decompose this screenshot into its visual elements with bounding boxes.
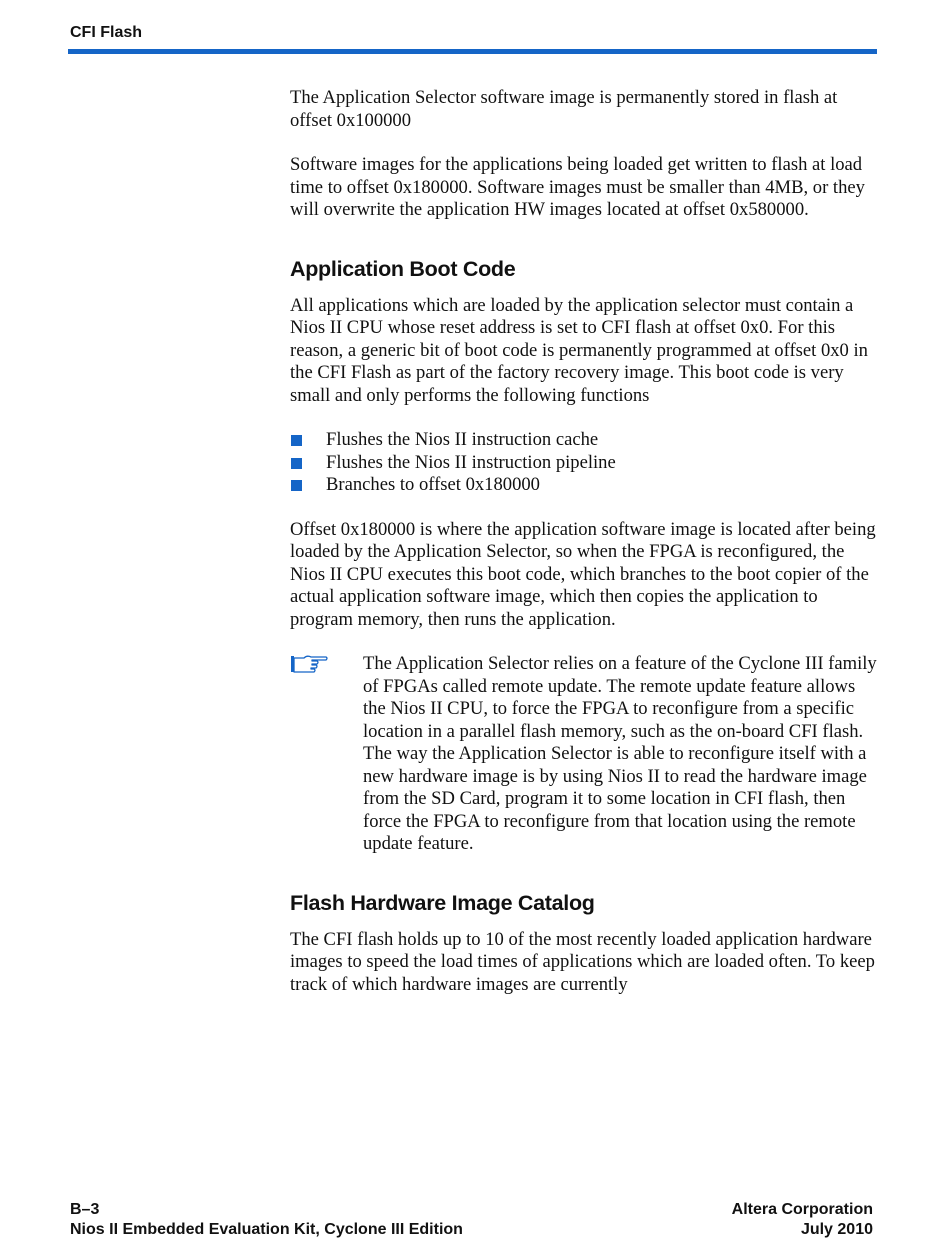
square-bullet-icon [291,435,302,446]
main-content [290,87,880,1018]
note-callout [290,653,880,856]
header-rule [68,49,877,54]
list-item-text: Flushes the Nios II instruction cache [326,429,599,450]
section-heading: Application Boot Code [290,256,516,281]
note-text: The Application Selector relies on a feature of the Cyclone III family of FPGAs called remote update. The remote update feature allows the Nios II CPU, to force the FPGA to reconfigure from a specific location in a parallel flash memory, such as the on-board CFI flash. The way the Application Selector is able to reconfigure itself with a new hardware image is by using Nios II to read the hardware image from the SD Card, program it to some location in CFI flash, then force the FPGA to reconfigure from that location using the remote update feature. [363,653,877,854]
pointing-hand-icon [290,653,330,675]
list-item [290,452,880,475]
page-number: B–3 [70,1201,100,1218]
company-name: Altera Corporation [731,1201,873,1218]
paragraph: The CFI flash holds up to 10 of the most recently loaded application hardware images to speed the load times of applications which are loaded often. To keep track of which hardware images are currently [290,928,875,995]
running-header: CFI Flash [70,24,143,41]
section-heading: Flash Hardware Image Catalog [290,890,595,915]
paragraph: All applications which are loaded by the application selector must contain a Nios II CPU whose reset address is set to CFI flash at offset 0x0. For this reason, a generic bit of boot code is permanently programmed at offset 0x0 in the CFI Flash as part of the factory recovery image. This boot code is very small and only performs the following functions [290,294,868,406]
paragraph: The Application Selector software image is permanently stored in flash at offset 0x100000 [290,87,838,131]
list-item [290,474,880,497]
paragraph: Software images for the applications being loaded get written to flash at load time to offset 0x180000. Software images must be smaller than 4MB, or they will overwrite the application HW images located at offset 0x580000. [290,154,865,220]
square-bullet-icon [291,480,302,491]
publish-date: July 2010 [800,1221,873,1238]
square-bullet-icon [291,458,302,469]
list-item-text: Flushes the Nios II instruction pipeline [326,451,616,473]
paragraph: Offset 0x180000 is where the application software image is located after being loaded by the Application Selector, so when the FPGA is reconfigured, the Nios II CPU executes this boot code, which branches to the boot copier of the actual application software image, which then copies the application to program memory, then runs the application. [290,518,876,630]
bullet-list [290,429,880,497]
list-item [290,429,880,452]
list-item-text: Branches to offset 0x180000 [326,474,540,495]
document-title: Nios II Embedded Evaluation Kit, Cyclone III Edition [70,1221,463,1238]
